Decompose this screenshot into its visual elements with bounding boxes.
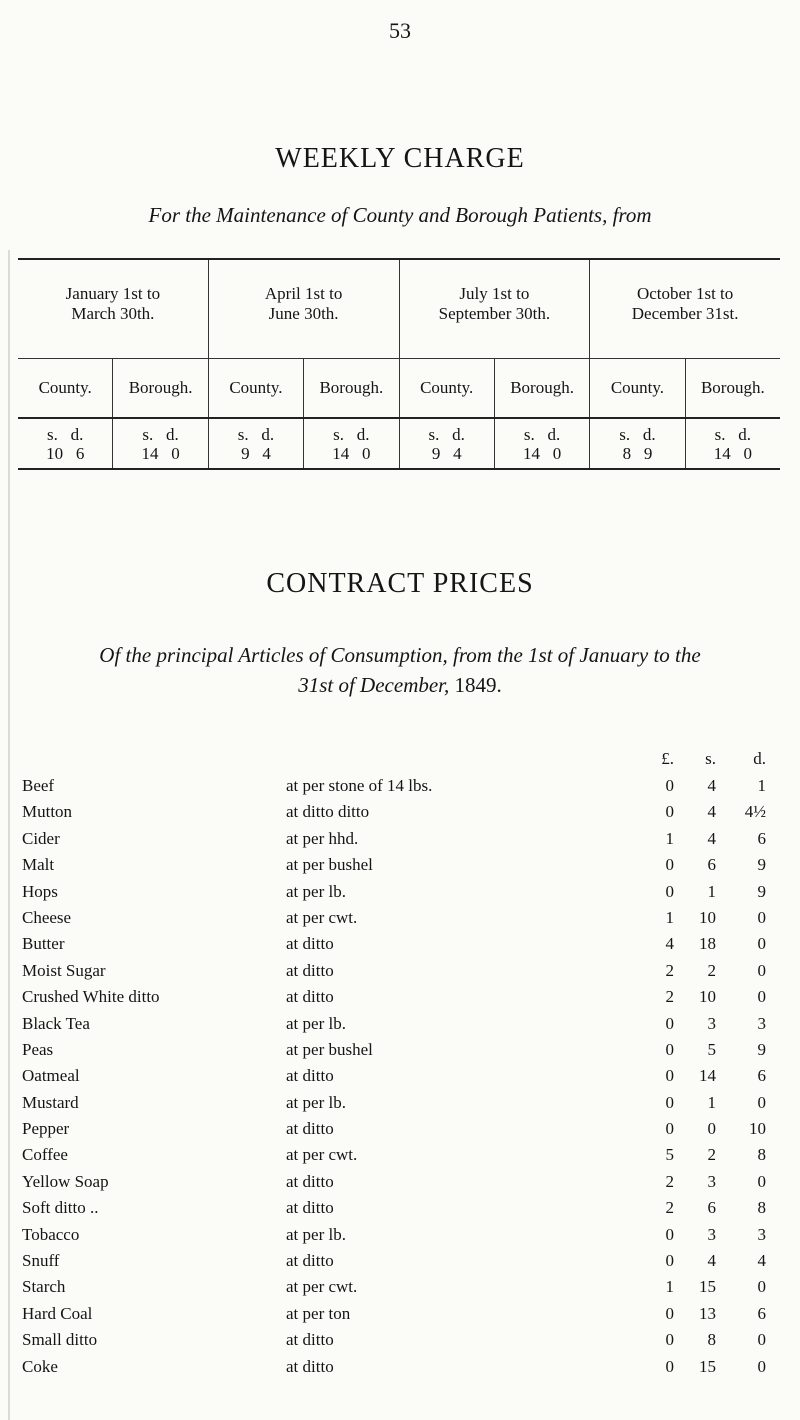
article-name: Hops <box>22 881 58 901</box>
price-row <box>22 1301 782 1327</box>
pence-value: 0 <box>757 987 766 1007</box>
price-unit: at ditto <box>286 1356 334 1376</box>
pounds-value: 0 <box>665 776 674 795</box>
pence-value: 4½ <box>744 802 766 822</box>
pounds-value: 2 <box>665 1171 674 1191</box>
price-row <box>22 1142 782 1168</box>
pence-value: 9 <box>757 1039 766 1059</box>
price-unit: at ditto <box>286 1330 334 1350</box>
article-name: Beef <box>22 776 55 795</box>
price-unit: at ditto <box>286 934 334 954</box>
price-row <box>22 826 782 852</box>
price-unit: at per lb. <box>286 1092 346 1112</box>
shillings-value: 2 <box>707 1145 716 1165</box>
pence-value: 6 <box>757 1303 766 1323</box>
shillings-value: 15 <box>699 1356 716 1376</box>
price-unit: at per cwt. <box>286 1277 358 1297</box>
shillings-value: 3 <box>707 1171 716 1191</box>
price-unit: at ditto <box>286 1119 334 1139</box>
weekly-charge-table <box>18 258 780 470</box>
pence-value: 0 <box>757 907 766 927</box>
article-name: Moist Sugar <box>22 960 106 980</box>
pence-value: 0 <box>757 1171 766 1191</box>
pounds-value: 0 <box>665 1251 674 1271</box>
shillings-value: 10 <box>699 907 716 927</box>
pounds-value: 0 <box>665 1224 674 1244</box>
charge-value: 14 0 <box>332 444 371 463</box>
unit-label: s. d. <box>714 425 751 444</box>
article-name: Black Tea <box>22 1013 90 1033</box>
pounds-value: 0 <box>665 1303 674 1323</box>
unit-label: s. d. <box>333 425 370 444</box>
shillings-value: 4 <box>707 1251 716 1271</box>
charge-value: 14 0 <box>522 444 562 463</box>
charge-cell <box>590 419 685 468</box>
column-header-borough-1: Borough. <box>113 359 208 417</box>
price-row <box>22 773 782 799</box>
pounds-value: 0 <box>665 1092 674 1112</box>
pounds-value: 2 <box>665 960 674 980</box>
article-name: Cider <box>22 828 60 848</box>
unit-label: s. d. <box>47 425 84 444</box>
charge-value: 9 4 <box>431 444 462 463</box>
article-name: Tobacco <box>22 1224 80 1244</box>
pounds-value: 0 <box>665 1356 674 1376</box>
shillings-value: 10 <box>699 987 716 1007</box>
charge-cell <box>113 419 208 468</box>
pounds-value: 0 <box>665 881 674 901</box>
price-unit: at ditto <box>286 1171 334 1191</box>
price-row <box>22 1354 782 1380</box>
price-row <box>22 1090 782 1116</box>
unit-label: s. d. <box>619 425 656 444</box>
article-name: Malt <box>22 855 55 875</box>
unit-label: s. d. <box>523 425 561 444</box>
charge-value: 8 9 <box>622 444 653 463</box>
price-row <box>22 879 782 905</box>
shillings-header: s. <box>705 749 716 768</box>
shillings-value: 4 <box>707 828 716 848</box>
price-row <box>22 1195 782 1221</box>
pence-value: 0 <box>757 1356 766 1376</box>
page-number: 53 <box>389 18 411 43</box>
pence-value: 1 <box>757 776 766 795</box>
article-name: Butter <box>22 934 65 954</box>
charge-values-row <box>18 417 780 468</box>
pounds-value: 5 <box>665 1145 674 1165</box>
shillings-value: 2 <box>707 960 716 980</box>
price-unit: at per ton <box>286 1303 351 1323</box>
price-unit: at per lb. <box>286 1224 346 1244</box>
pence-value: 8 <box>757 1145 766 1165</box>
period-header-2: April 1st to June 30th. <box>209 260 400 358</box>
column-header-county-4: County. <box>590 359 685 417</box>
shillings-value: 18 <box>699 934 716 954</box>
price-row <box>22 1169 782 1195</box>
article-name: Soft ditto .. <box>22 1198 99 1218</box>
charge-cell <box>209 419 304 468</box>
pounds-value: 0 <box>665 1039 674 1059</box>
page-margin-edge <box>0 250 10 1420</box>
charge-cell <box>400 419 495 468</box>
pence-value: 0 <box>757 1092 766 1112</box>
charge-value: 14 0 <box>141 444 180 463</box>
charge-value: 9 4 <box>241 444 271 463</box>
article-name: Pepper <box>22 1119 70 1139</box>
period-header-4: October 1st to December 31st. <box>631 284 739 323</box>
pence-value: 10 <box>749 1119 766 1139</box>
article-name: Hard Coal <box>22 1303 93 1323</box>
contract-prices-subtitle-1: Of the principal Articles of Consumption, from the 1st of January to the <box>99 643 701 667</box>
price-unit: at per bushel <box>286 1039 373 1059</box>
pence-value: 9 <box>757 855 766 875</box>
pence-value: 0 <box>757 1277 766 1297</box>
shillings-value: 5 <box>707 1039 716 1059</box>
pence-value: 3 <box>757 1013 766 1033</box>
charge-cell <box>495 419 590 468</box>
contract-prices-title: CONTRACT PRICES <box>266 568 534 599</box>
shillings-value: 3 <box>707 1224 716 1244</box>
pounds-value: 4 <box>665 934 674 954</box>
article-name: Small ditto <box>22 1330 98 1350</box>
price-unit: at per stone of 14 lbs. <box>286 776 433 795</box>
price-unit: at per bushel <box>286 855 373 875</box>
shillings-value: 4 <box>707 802 716 822</box>
period-header-row <box>18 260 780 358</box>
contract-prices-subtitle-2 <box>0 670 800 700</box>
contract-prices-table <box>22 745 782 1380</box>
shillings-value: 6 <box>707 1198 716 1218</box>
subtitle-text: 31st of December, <box>298 673 450 697</box>
price-row <box>22 931 782 957</box>
shillings-value: 3 <box>707 1013 716 1033</box>
pounds-value: 0 <box>665 855 674 875</box>
price-unit: at per lb. <box>286 881 346 901</box>
weekly-charge-title: WEEKLY CHARGE <box>275 143 525 174</box>
price-unit: at ditto <box>286 1251 334 1271</box>
price-row <box>22 1274 782 1300</box>
article-name: Mutton <box>22 802 73 822</box>
pounds-value: 0 <box>665 1066 674 1086</box>
article-name: Mustard <box>22 1092 79 1112</box>
pence-value: 9 <box>757 881 766 901</box>
pounds-value: 0 <box>665 802 674 822</box>
column-header-county-1: County. <box>18 359 113 417</box>
pounds-header: £. <box>661 749 674 768</box>
shillings-value: 0 <box>707 1119 716 1139</box>
article-name: Crushed White ditto <box>22 987 160 1007</box>
price-unit: at ditto <box>286 987 334 1007</box>
pence-value: 0 <box>757 1330 766 1350</box>
article-name: Cheese <box>22 907 72 927</box>
article-name: Oatmeal <box>22 1066 80 1086</box>
charge-value: 14 0 <box>713 444 752 463</box>
pounds-value: 0 <box>665 1013 674 1033</box>
price-row <box>22 799 782 825</box>
article-name: Coke <box>22 1356 58 1376</box>
period-header-1: January 1st to March 30th. <box>18 260 209 358</box>
price-unit: at per hhd. <box>286 828 359 848</box>
price-unit: at ditto <box>286 1066 334 1086</box>
pounds-value: 1 <box>665 1277 674 1297</box>
currency-header-row <box>22 745 782 773</box>
unit-label: s. d. <box>428 425 465 444</box>
price-unit: at ditto ditto <box>286 802 370 822</box>
price-row <box>22 1011 782 1037</box>
pence-value: 6 <box>757 1066 766 1086</box>
pence-value: 0 <box>757 934 766 954</box>
price-row <box>22 984 782 1010</box>
shillings-value: 14 <box>699 1066 716 1086</box>
charge-cell <box>18 419 113 468</box>
pence-header: d. <box>753 749 766 768</box>
article-name: Peas <box>22 1039 54 1059</box>
price-row <box>22 1116 782 1142</box>
column-header-borough-2: Borough. <box>304 359 399 417</box>
subtitle-year: 1849. <box>454 673 502 697</box>
price-unit: at ditto <box>286 1198 334 1218</box>
pounds-value: 2 <box>665 987 674 1007</box>
shillings-value: 4 <box>707 776 716 795</box>
shillings-value: 1 <box>707 881 716 901</box>
pence-value: 6 <box>757 828 766 848</box>
price-unit: at per cwt. <box>286 907 358 927</box>
unit-label: s. d. <box>142 425 179 444</box>
shillings-value: 15 <box>699 1277 716 1297</box>
pence-value: 4 <box>757 1251 766 1271</box>
price-row <box>22 852 782 878</box>
column-header-borough-3: Borough. <box>495 359 590 417</box>
shillings-value: 6 <box>707 855 716 875</box>
price-row <box>22 1327 782 1353</box>
period-header-3: July 1st to September 30th. <box>400 260 591 358</box>
weekly-charge-subtitle: For the Maintenance of County and Borough Patients, from <box>148 203 652 227</box>
price-row <box>22 905 782 931</box>
charge-value: 10 6 <box>46 444 85 463</box>
shillings-value: 13 <box>699 1303 716 1323</box>
price-row <box>22 958 782 984</box>
price-row <box>22 1063 782 1089</box>
unit-label: s. d. <box>237 425 275 444</box>
article-name: Coffee <box>22 1145 68 1165</box>
pounds-value: 1 <box>665 828 674 848</box>
shillings-value: 1 <box>707 1092 716 1112</box>
county-borough-header-row <box>18 358 780 417</box>
price-row <box>22 1248 782 1274</box>
pounds-value: 2 <box>665 1198 674 1218</box>
pounds-value: 1 <box>665 907 674 927</box>
column-header-county-3: County. <box>400 359 495 417</box>
charge-cell <box>686 419 780 468</box>
article-name: Snuff <box>22 1251 60 1271</box>
price-unit: at ditto <box>286 960 334 980</box>
column-header-county-2: County. <box>209 359 304 417</box>
column-header-borough-4: Borough. <box>700 378 765 397</box>
charge-cell <box>304 419 399 468</box>
pence-value: 3 <box>757 1224 766 1244</box>
price-row <box>22 1222 782 1248</box>
price-unit: at per lb. <box>286 1013 346 1033</box>
pounds-value: 0 <box>665 1330 674 1350</box>
price-row <box>22 1037 782 1063</box>
shillings-value: 8 <box>707 1330 716 1350</box>
pence-value: 0 <box>757 960 766 980</box>
pence-value: 8 <box>757 1198 766 1218</box>
article-name: Yellow Soap <box>22 1171 109 1191</box>
price-unit: at per cwt. <box>286 1145 358 1165</box>
pounds-value: 0 <box>665 1119 674 1139</box>
article-name: Starch <box>22 1277 66 1297</box>
